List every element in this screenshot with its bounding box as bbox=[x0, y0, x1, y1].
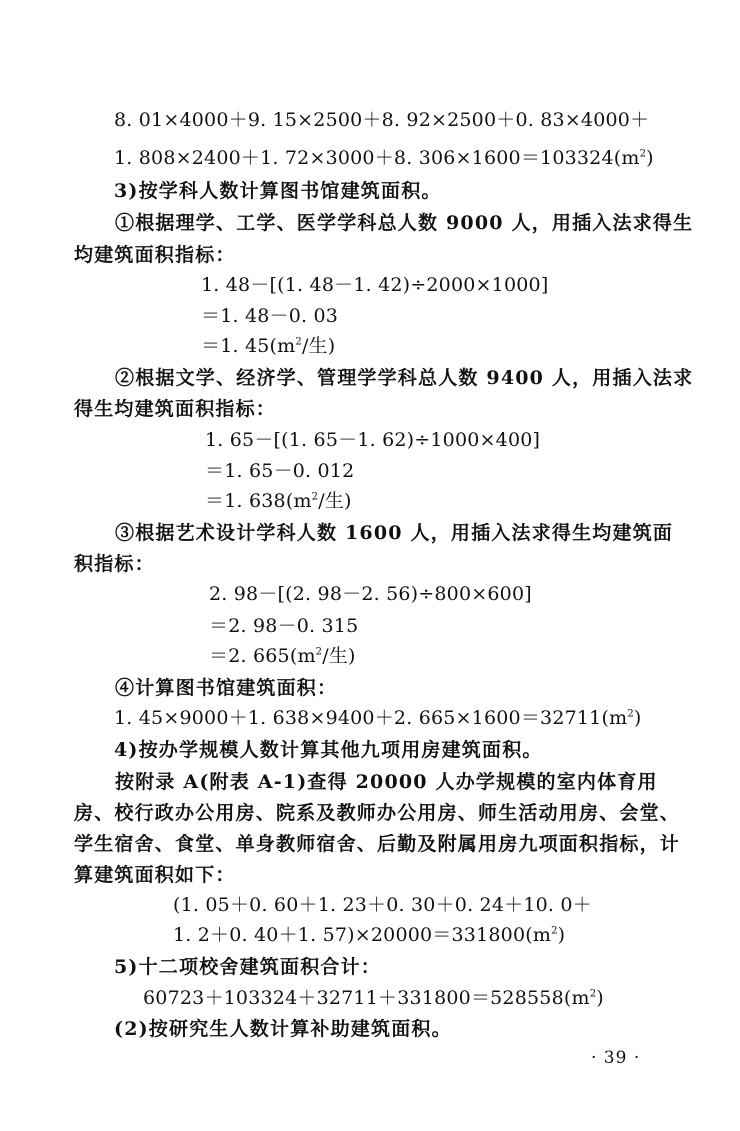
formula-2-c: ＝1. $638(m^2/$生) bbox=[205, 490, 352, 512]
paragraph-1-line-2: 均建筑面积指标： bbox=[74, 244, 236, 266]
paragraph-2-line-1: ②根据文学、经济学、管理学学科总人数 9400 人，用插入法求 bbox=[115, 367, 694, 389]
formula-1-b: ＝1. 48－0. 03 bbox=[201, 305, 339, 327]
section-heading-4: 4)按办学规模人数计算其他九项用房建筑面积。 bbox=[114, 739, 543, 761]
paragraph-2-line-2: 得生均建筑面积指标： bbox=[74, 398, 277, 420]
paragraph-3-line-2: 积指标： bbox=[74, 553, 155, 575]
formula-3-a: 2. 98－[(2. 98－2. 56)÷800×600] bbox=[209, 583, 532, 605]
formula-2-b: ＝1. 65－0. 012 bbox=[205, 460, 355, 482]
formula-4: 1. 45×9000＋1. 638×9400＋2. $665\times 1600=32711(m^2)$ bbox=[114, 707, 642, 729]
paragraph-5-line-2: 房、校行政办公用房、院系及教师办公用房、师生活动用房、会堂、 bbox=[74, 802, 681, 824]
formula-5-b: 1. 2＋0. 40＋1. $57)\times 20000=331800(m^2)$ bbox=[173, 924, 566, 946]
formula-line-2: 1. 808×2400＋1. 72×3000＋8. $306\times 1600=103324(m^2)$ bbox=[114, 147, 654, 169]
formula-line-1: 8. 01×4000＋9. 15×2500＋8. 92×2500＋0. 83×4000＋ bbox=[114, 109, 650, 131]
formula-1-c: ＝1. $45(m^2/$生) bbox=[201, 335, 336, 357]
page-number: · 39 · bbox=[591, 1048, 641, 1068]
section-heading-2: (2)按研究生人数计算补助建筑面积。 bbox=[114, 1018, 452, 1040]
paragraph-5-line-1: 按附录 A(附表 A-1)查得 20000 人办学规模的室内体育用 bbox=[115, 771, 658, 793]
paragraph-5-line-3: 学生宿舍、食堂、单身教师宿舍、后勤及附属用房九项面积指标，计 bbox=[74, 833, 681, 855]
formula-3-c: ＝2. $665(m^2/$生) bbox=[209, 645, 356, 667]
paragraph-1-line-1: ①根据理学、工学、医学学科总人数 9000 人，用插入法求得生 bbox=[115, 212, 694, 234]
paragraph-3-line-1: ③根据艺术设计学科人数 1600 人，用插入法求得生均建筑面 bbox=[115, 522, 674, 544]
section-heading-5: 5)十二项校舍建筑面积合计： bbox=[114, 956, 382, 978]
formula-6: $60723+103324+32711+331800=528558(m^2)$ bbox=[143, 987, 604, 1009]
formula-1-a: 1. 48－[(1. 48－1. 42)÷2000×1000] bbox=[201, 274, 549, 296]
paragraph-5-line-4: 算建筑面积如下： bbox=[74, 864, 236, 886]
section-heading-3: 3)按学科人数计算图书馆建筑面积。 bbox=[114, 180, 442, 202]
formula-5-a: (1. 05＋0. 60＋1. 23＋0. 30＋0. 24＋10. 0＋ bbox=[173, 894, 592, 916]
formula-3-b: ＝2. 98－0. 315 bbox=[209, 615, 359, 637]
formula-2-a: 1. 65－[(1. 65－1. 62)÷1000×400] bbox=[205, 429, 541, 451]
paragraph-4-line-1: ④计算图书馆建筑面积： bbox=[115, 677, 338, 699]
